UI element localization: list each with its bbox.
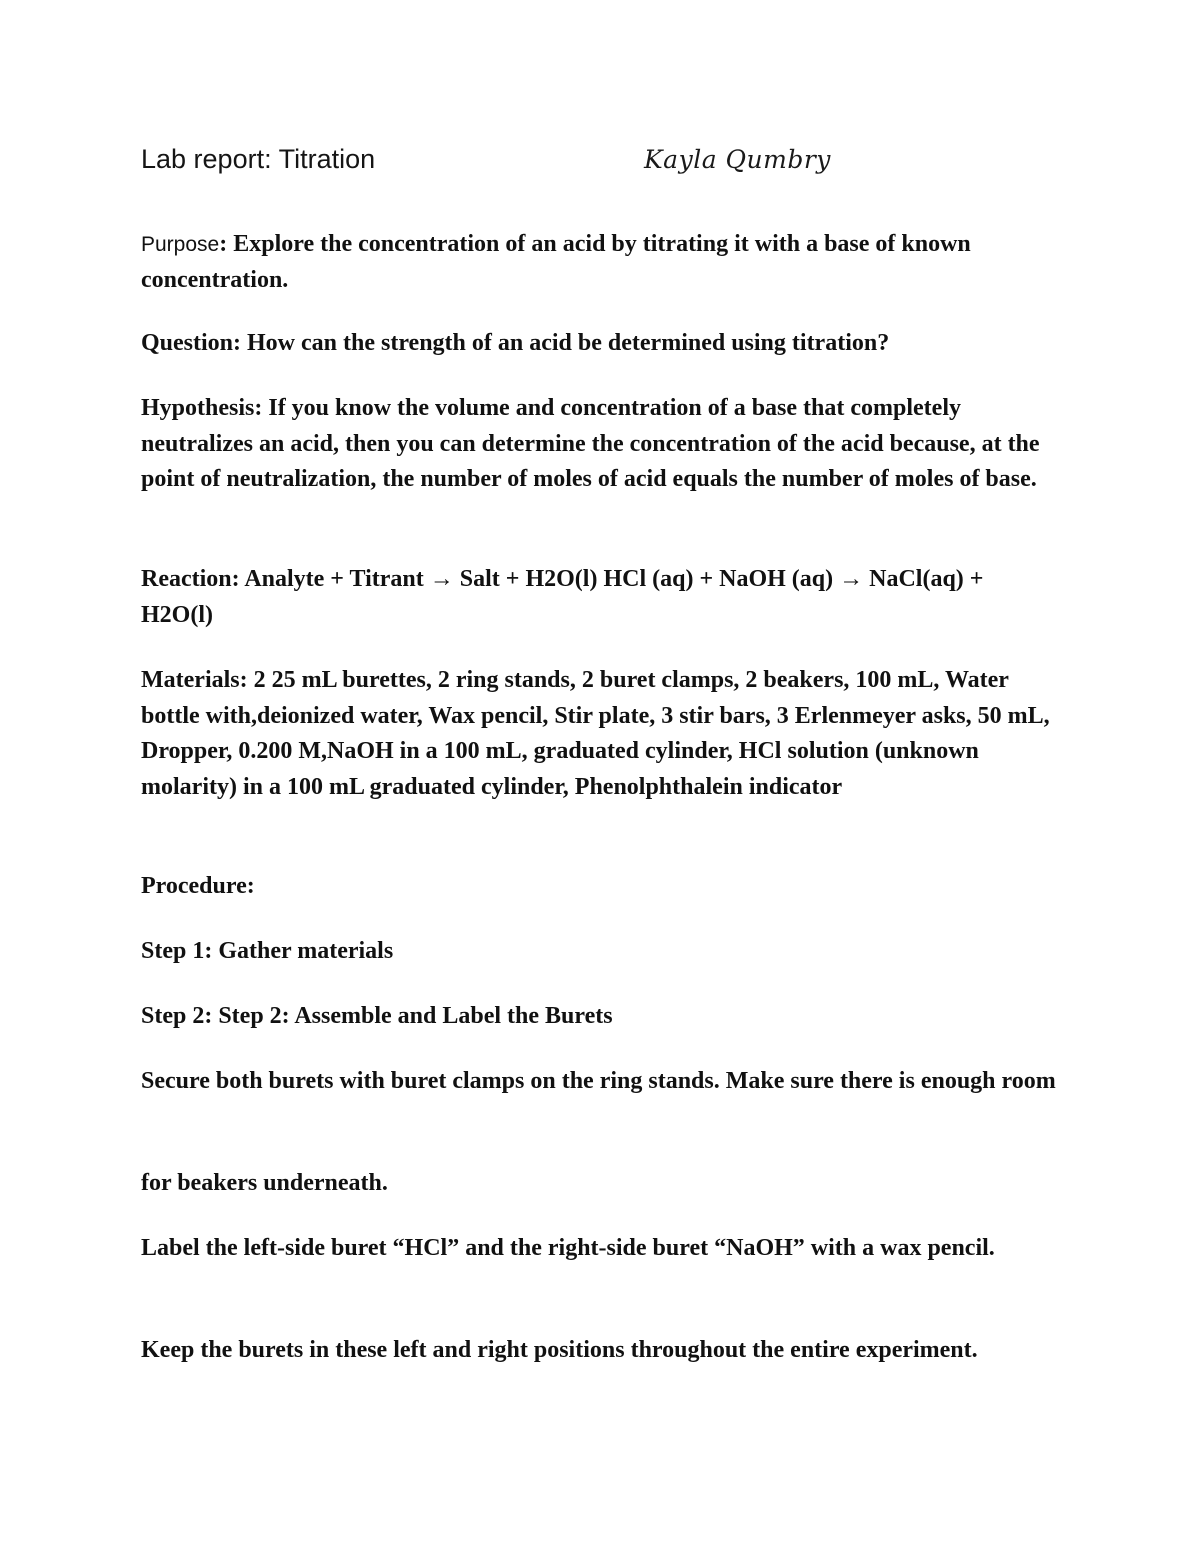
procedure-step-2: Step 2: Step 2: Assemble and Label the Burets bbox=[141, 1003, 613, 1029]
procedure-beakers-text: for beakers underneath. bbox=[141, 1170, 388, 1196]
author-signature: Kayla Qumbry bbox=[644, 145, 831, 174]
question-paragraph: Question: How can the strength of an acid be determined using titration? bbox=[141, 330, 890, 356]
procedure-step-1: Step 1: Gather materials bbox=[141, 938, 394, 964]
purpose-label: Purpose bbox=[141, 233, 220, 256]
procedure-secure-text: Secure both burets with buret clamps on the ring stands. Make sure there is enough room bbox=[141, 1068, 1056, 1094]
page-title: Lab report: Titration bbox=[141, 144, 376, 174]
purpose-text: : Explore the concentration of an acid by titrating it with a base of known concentration. bbox=[141, 231, 971, 293]
procedure-label-text: Label the left-side buret “HCl” and the right-side buret “NaOH” with a wax pencil. bbox=[141, 1235, 995, 1261]
procedure-heading: Procedure: bbox=[141, 873, 255, 899]
procedure-keep-text: Keep the burets in these left and right positions throughout the entire experiment. bbox=[141, 1337, 978, 1363]
materials-paragraph: Materials: 2 25 mL burettes, 2 ring stands, 2 buret clamps, 2 beakers, 100 mL, Water bottle with,deionized water, Wax pencil, Stir plate, 3 stir bars, 3 Erlenmeyer asks, 50 mL, Dropper, 0.200 M,NaOH in a 100 mL, graduated cylinder, HCl solution (unknown molarity) in a 100 mL graduated cylinder, Phenolphthalein indicator bbox=[141, 667, 1050, 800]
reaction-paragraph: Reaction: Analyte + Titrant → Salt + H2O(l) HCl (aq) + NaOH (aq) → NaCl(aq) + H2O(l) bbox=[141, 566, 984, 628]
hypothesis-paragraph: Hypothesis: If you know the volume and concentration of a base that completely neutralizes an acid, then you can determine the concentration of the acid because, at the point of neutralization, the number of moles of acid equals the number of moles of base. bbox=[141, 395, 1040, 492]
purpose-paragraph bbox=[141, 227, 1061, 298]
